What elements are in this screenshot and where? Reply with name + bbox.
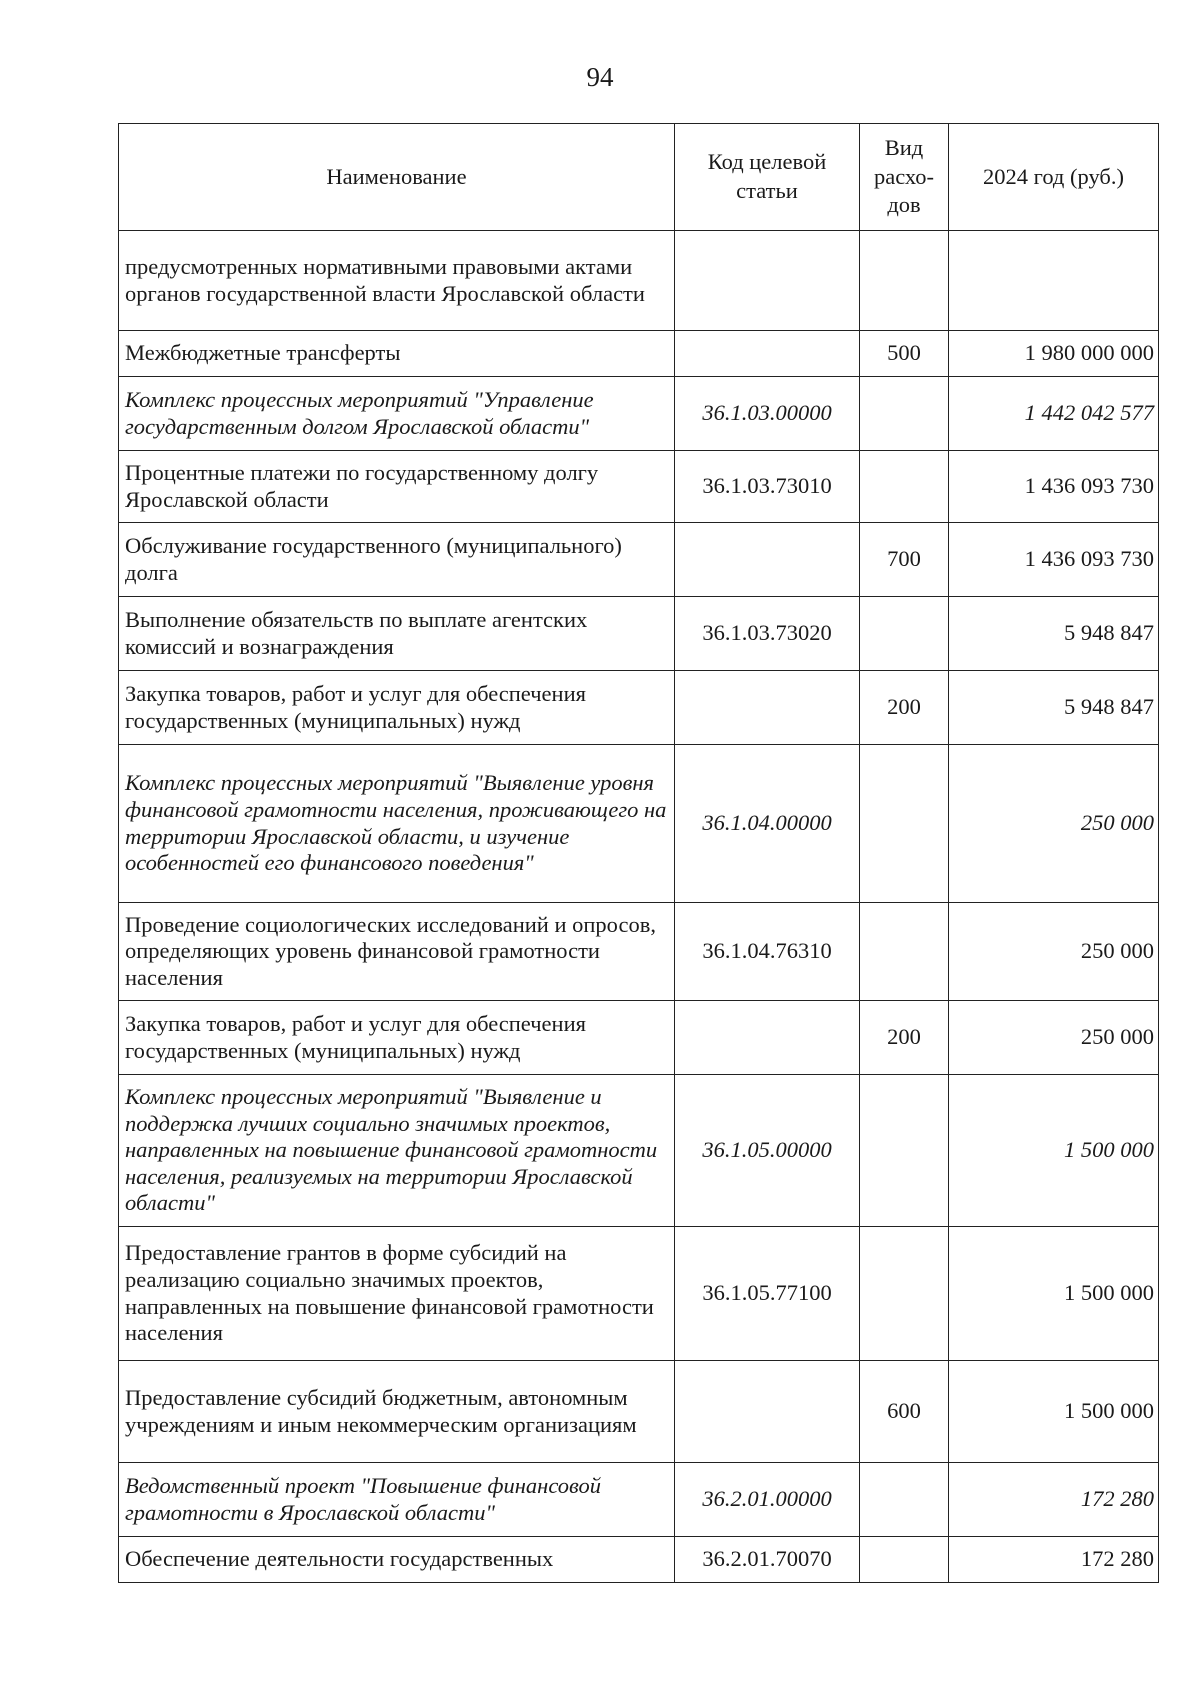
- cell-expense-type: [860, 451, 949, 523]
- cell-expense-type: 600: [860, 1361, 949, 1463]
- cell-expense-type: [860, 745, 949, 903]
- cell-code: [675, 1001, 860, 1075]
- cell-amount: 1 436 093 730: [949, 523, 1159, 597]
- table-row: [119, 1227, 1159, 1361]
- cell-amount: 1 442 042 577: [949, 377, 1159, 451]
- cell-code: 36.2.01.70070: [675, 1537, 860, 1583]
- cell-name: Закупка товаров, работ и услуг для обеспечения государственных (муниципальных) нужд: [119, 671, 675, 745]
- cell-name: Предоставление субсидий бюджетным, автономным учреждениям и иным некоммерческим организациям: [119, 1361, 675, 1463]
- cell-name: Комплекс процессных мероприятий "Выявление уровня финансовой грамотности населения, проживающего на территории Ярославской области, и изучение особенностей его финансового поведения": [119, 745, 675, 903]
- cell-name: Ведомственный проект "Повышение финансовой грамотности в Ярославской области": [119, 1463, 675, 1537]
- page-number: 94: [586, 62, 614, 92]
- cell-code: 36.1.05.00000: [675, 1075, 860, 1227]
- table-row: [119, 1463, 1159, 1537]
- cell-name: Процентные платежи по государственному долгу Ярославской области: [119, 451, 675, 523]
- cell-expense-type: 700: [860, 523, 949, 597]
- cell-code: 36.1.04.76310: [675, 903, 860, 1001]
- table-row: [119, 1075, 1159, 1227]
- cell-expense-type: [860, 1537, 949, 1583]
- cell-name: Обеспечение деятельности государственных: [119, 1537, 675, 1583]
- cell-amount: 172 280: [949, 1463, 1159, 1537]
- cell-expense-type: [860, 903, 949, 1001]
- cell-name: Комплекс процессных мероприятий "Выявление и поддержка лучших социально значимых проектов, направленных на повышение финансовой грамотности населения, реализуемых на территории Ярославской области": [119, 1075, 675, 1227]
- cell-amount: 5 948 847: [949, 671, 1159, 745]
- cell-code: [675, 523, 860, 597]
- cell-amount: 1 436 093 730: [949, 451, 1159, 523]
- cell-amount: 250 000: [949, 1001, 1159, 1075]
- cell-amount: 1 500 000: [949, 1075, 1159, 1227]
- cell-amount: 250 000: [949, 745, 1159, 903]
- table-row: [119, 377, 1159, 451]
- cell-name: Закупка товаров, работ и услуг для обеспечения государственных (муниципальных) нужд: [119, 1001, 675, 1075]
- cell-code: 36.1.03.73020: [675, 597, 860, 671]
- header-row: [119, 124, 1159, 231]
- table-row: [119, 331, 1159, 377]
- cell-code: 36.1.03.00000: [675, 377, 860, 451]
- cell-expense-type: [860, 1075, 949, 1227]
- budget-table: [118, 123, 1159, 1583]
- table-row: [119, 1537, 1159, 1583]
- cell-code: 36.1.05.77100: [675, 1227, 860, 1361]
- cell-code: [675, 671, 860, 745]
- table-row: [119, 231, 1159, 331]
- cell-expense-type: [860, 597, 949, 671]
- table-header: [119, 124, 1159, 231]
- cell-amount: 1 500 000: [949, 1227, 1159, 1361]
- header-expense-type: Вид расхо-дов: [860, 124, 949, 231]
- table-row: [119, 903, 1159, 1001]
- header-name: Наименование: [119, 124, 675, 231]
- table-row: [119, 1001, 1159, 1075]
- cell-expense-type: [860, 231, 949, 331]
- table-row: [119, 523, 1159, 597]
- cell-amount: [949, 231, 1159, 331]
- table-body: [119, 231, 1159, 1583]
- cell-expense-type: [860, 1227, 949, 1361]
- cell-code: 36.1.03.73010: [675, 451, 860, 523]
- cell-code: 36.1.04.00000: [675, 745, 860, 903]
- cell-name: предусмотренных нормативными правовыми актами органов государственной власти Ярославской области: [119, 231, 675, 331]
- table-row: [119, 671, 1159, 745]
- table-row: [119, 1361, 1159, 1463]
- cell-expense-type: [860, 377, 949, 451]
- cell-amount: 5 948 847: [949, 597, 1159, 671]
- header-code: Код целевой статьи: [675, 124, 860, 231]
- cell-amount: 1 980 000 000: [949, 331, 1159, 377]
- cell-expense-type: [860, 1463, 949, 1537]
- cell-expense-type: 200: [860, 1001, 949, 1075]
- cell-code: [675, 1361, 860, 1463]
- cell-name: Межбюджетные трансферты: [119, 331, 675, 377]
- cell-amount: 250 000: [949, 903, 1159, 1001]
- cell-name: Комплекс процессных мероприятий "Управление государственным долгом Ярославской области": [119, 377, 675, 451]
- cell-code: 36.2.01.00000: [675, 1463, 860, 1537]
- cell-name: Предоставление грантов в форме субсидий на реализацию социально значимых проектов, направленных на повышение финансовой грамотности населения: [119, 1227, 675, 1361]
- cell-expense-type: 200: [860, 671, 949, 745]
- table-row: [119, 597, 1159, 671]
- cell-name: Выполнение обязательств по выплате агентских комиссий и вознаграждения: [119, 597, 675, 671]
- table-row: [119, 451, 1159, 523]
- cell-expense-type: 500: [860, 331, 949, 377]
- table-row: [119, 745, 1159, 903]
- cell-amount: 1 500 000: [949, 1361, 1159, 1463]
- cell-amount: 172 280: [949, 1537, 1159, 1583]
- cell-name: Проведение социологических исследований и опросов, определяющих уровень финансовой грамотности населения: [119, 903, 675, 1001]
- cell-code: [675, 331, 860, 377]
- header-amount: 2024 год (руб.): [949, 124, 1159, 231]
- cell-code: [675, 231, 860, 331]
- cell-name: Обслуживание государственного (муниципального) долга: [119, 523, 675, 597]
